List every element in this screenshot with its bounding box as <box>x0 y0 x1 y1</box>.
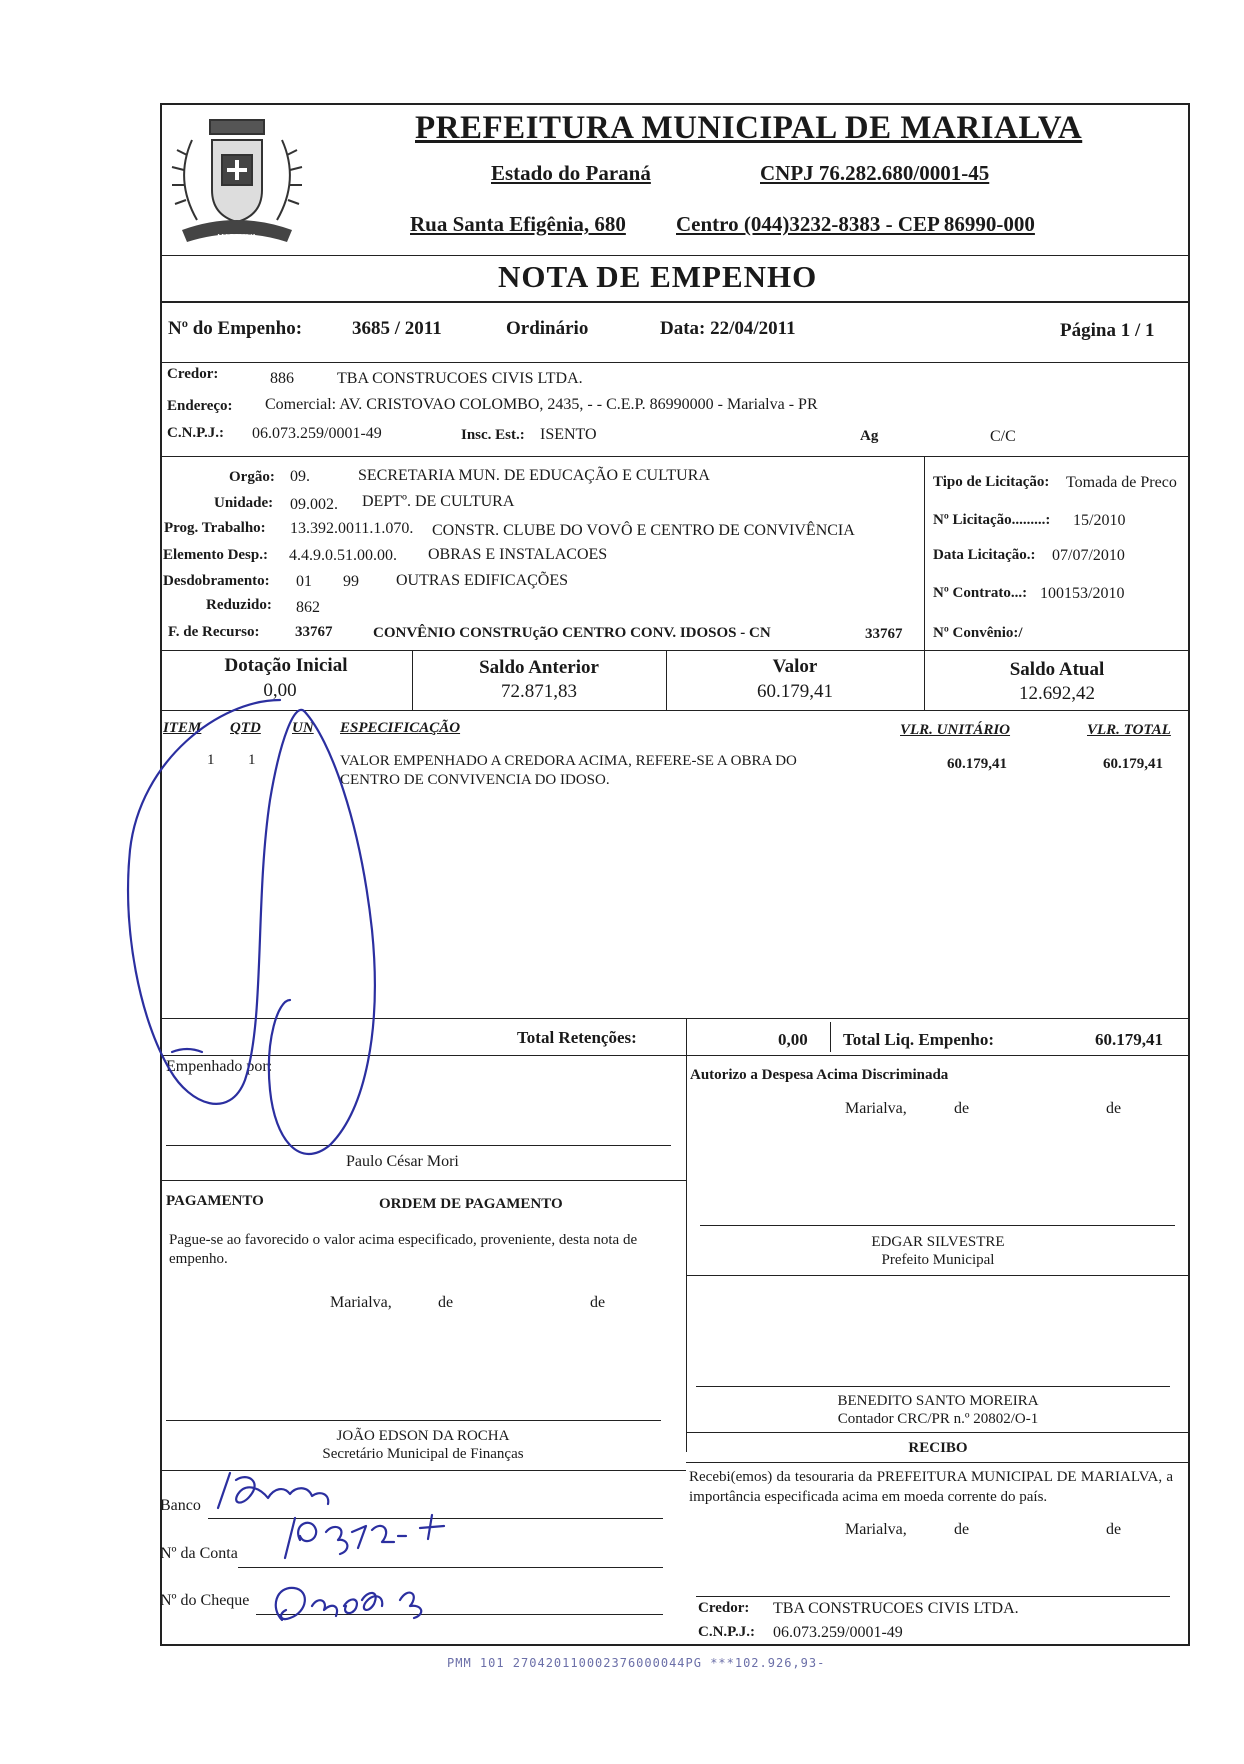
row-esp-line1: VALOR EMPENHADO A CREDORA ACIMA, REFERE-SE A OBRA DO <box>340 753 797 769</box>
autorizo-de1: de <box>954 1100 970 1117</box>
prefeito-cargo: Prefeito Municipal <box>881 1252 995 1268</box>
banco-label: Banco <box>160 1497 201 1514</box>
empenho-date: Data: 22/04/2011 <box>660 318 796 339</box>
contrato-label: Nº Contrato...: <box>933 585 1028 601</box>
row-qtd: 1 <box>248 752 256 768</box>
street-address: Rua Santa Efigênia, 680 <box>410 212 626 236</box>
dotacao-label: Dotação Inicial <box>224 655 348 676</box>
account-label: C/C <box>990 428 1016 445</box>
recurso-code-2: 33767 <box>865 626 903 642</box>
conta-label: Nº da Conta <box>160 1545 238 1562</box>
col-especificacao: ESPECIFICAÇÃO <box>340 720 461 736</box>
district-phone: Centro (044)3232-8383 - CEP 86990-000 <box>676 212 1035 236</box>
credor-name: TBA CONSTRUCOES CIVIS LTDA. <box>337 370 583 387</box>
retencoes-value: 0,00 <box>778 1030 808 1049</box>
insc-label: Insc. Est.: <box>461 427 525 443</box>
insc-value: ISENTO <box>540 426 597 443</box>
ordem-pagamento-label: ORDEM DE PAGAMENTO <box>379 1196 563 1212</box>
col-vlr-unitario: VLR. UNITÁRIO <box>900 722 1011 738</box>
recurso-code: 33767 <box>295 624 333 640</box>
recibo-cnpj-label: C.N.P.J.: <box>698 1624 755 1640</box>
autorizo-cidade: Marialva, <box>845 1100 907 1117</box>
page-number: Página 1 / 1 <box>1060 320 1155 341</box>
prog-value: CONSTR. CLUBE DO VOVÔ E CENTRO DE CONVIVÊNCIA <box>432 522 855 539</box>
prog-label: Prog. Trabalho: <box>164 520 266 536</box>
empenho-number: 3685 / 2011 <box>352 318 442 339</box>
desdobramento-b: 99 <box>343 573 359 590</box>
recibo-credor: TBA CONSTRUCOES CIVIS LTDA. <box>773 1600 1019 1617</box>
col-qtd: QTD <box>230 720 261 736</box>
col-vlr-total: VLR. TOTAL <box>1087 722 1171 738</box>
recibo-credor-label: Credor: <box>698 1600 750 1616</box>
desdobramento-label: Desdobramento: <box>163 573 270 589</box>
recibo-cidade: Marialva, <box>845 1521 907 1538</box>
doc-title: NOTA DE EMPENHO <box>498 259 818 294</box>
agency-label: Ag <box>860 428 879 444</box>
licitacao-data: 07/07/2010 <box>1052 547 1125 564</box>
row-esp-line2: CENTRO DE CONVIVENCIA DO IDOSO. <box>340 772 610 788</box>
pagamento-de2: de <box>590 1294 606 1311</box>
row-item: 1 <box>207 752 215 768</box>
reduzido-value: 862 <box>296 599 320 616</box>
desdobramento-a: 01 <box>296 573 312 590</box>
elemento-value: OBRAS E INSTALACOES <box>428 546 608 563</box>
licitacao-num: 15/2010 <box>1073 512 1126 529</box>
liq-label: Total Liq. Empenho: <box>843 1030 994 1049</box>
saldo-anterior-value: 72.871,83 <box>501 681 577 702</box>
autorizo-label: Autorizo a Despesa Acima Discriminada <box>690 1067 949 1083</box>
saldo-anterior-label: Saldo Anterior <box>479 657 599 678</box>
valor-value: 60.179,41 <box>757 681 833 702</box>
elemento-label: Elemento Desp.: <box>163 547 268 563</box>
cheque-label: Nº do Cheque <box>160 1592 250 1609</box>
secretario-nome: JOÃO EDSON DA ROCHA <box>336 1428 510 1444</box>
retencoes-label: Total Retenções: <box>517 1028 637 1047</box>
licitacao-tipo: Tomada de Preco <box>1066 474 1177 491</box>
state-label: Estado do Paraná <box>491 161 651 185</box>
recibo-de1: de <box>954 1521 970 1538</box>
recibo-de2: de <box>1106 1521 1122 1538</box>
contador-nome: BENEDITO SANTO MOREIRA <box>837 1393 1039 1409</box>
convenio-label: Nº Convênio:/ <box>933 625 1023 641</box>
recurso-value: CONVÊNIO CONSTRUçãO CENTRO CONV. IDOSOS - CN <box>373 625 771 641</box>
recibo-cnpj: 06.073.259/0001-49 <box>773 1624 903 1641</box>
empenho-number-label: Nº do Empenho: <box>168 318 303 339</box>
saldo-atual-value: 12.692,42 <box>1019 683 1095 704</box>
cnpj-value: 06.073.259/0001-49 <box>252 425 382 442</box>
licitacao-data-label: Data Licitação.: <box>933 547 1036 563</box>
secretario-cargo: Secretário Municipal de Finanças <box>322 1446 524 1462</box>
recibo-label: RECIBO <box>908 1440 968 1456</box>
prog-code: 13.392.0011.1.070. <box>290 520 414 537</box>
licitacao-num-label: Nº Licitação.........: <box>933 512 1051 528</box>
pagamento-de1: de <box>438 1294 454 1311</box>
orgao-value: SECRETARIA MUN. DE EDUCAÇÃO E CULTURA <box>358 467 710 484</box>
empenhado-nome: Paulo César Mori <box>346 1153 459 1170</box>
liq-value: 60.179,41 <box>1095 1030 1163 1049</box>
pagamento-texto: Pague-se ao favorecido o valor acima especificado, proveniente, desta nota de empenho. <box>169 1232 638 1267</box>
cnpj-label: C.N.P.J.: <box>167 425 224 441</box>
row-vlr-unit: 60.179,41 <box>947 756 1007 772</box>
dotacao-value: 0,00 <box>263 680 297 701</box>
seal-text: MARIALVA <box>217 233 257 242</box>
footer-code: PMM 101 270420110002376000044PG ***102.926,93- <box>447 1656 826 1670</box>
endereco-label: Endereço: <box>167 398 233 414</box>
desdobramento-value: OUTRAS EDIFICAÇÕES <box>396 572 569 589</box>
coat-of-arms-icon <box>162 100 312 250</box>
col-un: UN <box>292 720 314 736</box>
empenhado-label: Empenhado por: <box>166 1058 273 1075</box>
unidade-label: Unidade: <box>214 495 274 511</box>
autorizo-de2: de <box>1106 1100 1122 1117</box>
credor-code: 886 <box>270 370 294 387</box>
saldo-atual-label: Saldo Atual <box>1009 659 1105 680</box>
cnpj-header: CNPJ 76.282.680/0001-45 <box>760 161 990 185</box>
pagamento-cidade: Marialva, <box>330 1294 392 1311</box>
contador-cargo: Contador CRC/PR n.º 20802/O-1 <box>837 1411 1039 1427</box>
col-item: ITEM <box>163 720 202 736</box>
recibo-texto: Recebi(emos) da tesouraria da PREFEITURA MUNICIPAL DE MARIALVA, a importância especificada acima em moeda corrente do país. <box>689 1469 1173 1505</box>
licitacao-tipo-label: Tipo de Licitação: <box>933 474 1050 490</box>
unidade-code: 09.002. <box>290 496 338 513</box>
pagamento-label: PAGAMENTO <box>166 1193 264 1209</box>
prefeito-nome: EDGAR SILVESTRE <box>871 1234 1005 1250</box>
page-title: PREFEITURA MUNICIPAL DE MARIALVA <box>415 110 1083 146</box>
orgao-code: 09. <box>290 468 310 485</box>
reduzido-label: Reduzido: <box>206 597 272 613</box>
elemento-code: 4.4.9.0.51.00.00. <box>289 547 397 564</box>
empenho-type: Ordinário <box>506 318 589 339</box>
endereco-value: Comercial: AV. CRISTOVAO COLOMBO, 2435, - - C.E.P. 86990000 - Marialva - PR <box>265 396 818 413</box>
valor-label: Valor <box>772 656 818 677</box>
row-vlr-total: 60.179,41 <box>1103 756 1163 772</box>
orgao-label: Orgão: <box>229 469 275 485</box>
recurso-label: F. de Recurso: <box>168 624 260 640</box>
contrato-value: 100153/2010 <box>1040 585 1125 602</box>
credor-label: Credor: <box>167 366 219 382</box>
unidade-value: DEPTº. DE CULTURA <box>362 493 515 510</box>
